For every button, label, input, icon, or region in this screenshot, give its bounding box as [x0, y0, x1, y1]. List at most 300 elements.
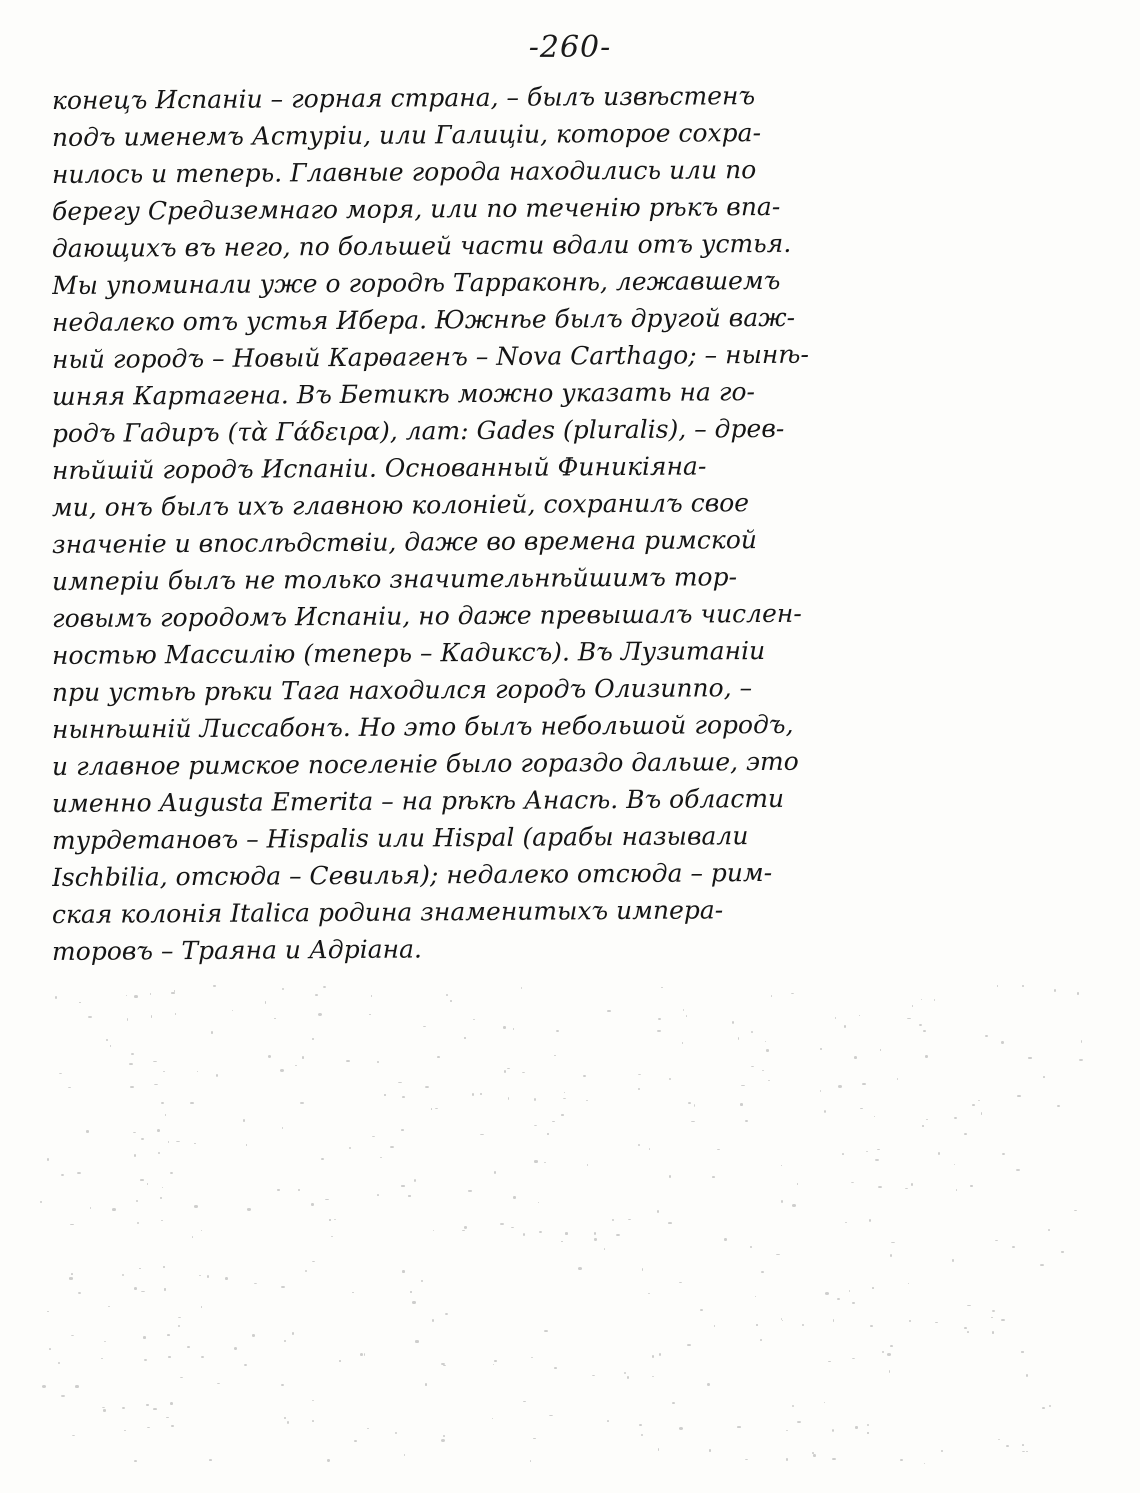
text-line: торовъ – Траяна и Адріана.: [51, 934, 423, 966]
bleed-speck: [140, 1179, 143, 1181]
bleed-speck: [845, 1222, 847, 1223]
bleed-speck: [967, 1331, 970, 1333]
bleed-speck: [964, 1133, 967, 1135]
bleed-speck: [594, 1232, 596, 1235]
bleed-speck: [732, 1021, 734, 1024]
bleed-speck: [108, 1306, 110, 1308]
bleed-speck: [686, 1015, 687, 1017]
bleed-speck: [890, 1254, 892, 1257]
bleed-speck: [190, 1102, 194, 1105]
bleed-speck: [408, 1195, 411, 1196]
bleed-speck: [607, 1420, 609, 1422]
bleed-speck: [556, 1030, 559, 1032]
bleed-speck: [346, 1060, 350, 1062]
text-line: имперіи былъ не только значительнѣйшимъ тор-: [51, 562, 738, 596]
bleed-speck: [158, 1152, 161, 1154]
bleed-speck: [523, 1233, 525, 1236]
bleed-speck: [1054, 989, 1057, 992]
bleed-speck: [724, 1238, 727, 1241]
bleed-speck: [820, 1090, 821, 1092]
bleed-speck: [433, 1230, 434, 1231]
bleed-speck: [908, 1283, 910, 1284]
bleed-speck: [192, 1236, 193, 1238]
bleed-speck: [628, 1219, 631, 1220]
bleed-speck: [534, 1160, 538, 1162]
bleed-speck: [1074, 1210, 1077, 1211]
bleed-speck: [55, 996, 57, 999]
bleed-speck: [473, 1019, 475, 1020]
bleed-speck: [369, 1014, 370, 1015]
bleed-speck: [521, 987, 522, 989]
bleed-speck: [1026, 1374, 1027, 1377]
bleed-speck: [530, 1460, 531, 1462]
bleed-speck: [360, 1353, 363, 1356]
text-line: родъ Гадиръ (τὰ Γάδειρα), лат: Gades (pluralis), – древ-: [51, 413, 785, 448]
bleed-speck: [377, 1061, 379, 1063]
text-line: ный городъ – Новый Карѳагенъ – Nova Carthago; – нынѣ-: [51, 339, 809, 374]
bleed-speck: [102, 1407, 105, 1408]
bleed-speck: [820, 1048, 822, 1049]
bleed-speck: [564, 1092, 565, 1093]
bleed-speck: [234, 1347, 237, 1350]
bleed-speck: [771, 995, 772, 997]
bleed-speck: [312, 1038, 314, 1040]
bleed-speck: [563, 1098, 566, 1099]
bleed-speck: [683, 1009, 684, 1011]
bleed-speck: [1057, 1105, 1060, 1108]
bleed-speck: [1077, 992, 1079, 994]
bleed-speck: [59, 1073, 62, 1074]
bleed-speck: [554, 1055, 555, 1056]
bleed-speck: [450, 1000, 452, 1001]
bleed-speck: [402, 1270, 404, 1273]
bleed-speck: [134, 1154, 137, 1157]
bleed-speck: [877, 1149, 880, 1151]
bleed-speck: [432, 1319, 434, 1322]
bleed-speck: [854, 1056, 857, 1059]
bleed-speck: [395, 1432, 397, 1434]
bleed-speck: [832, 1429, 834, 1432]
bleed-speck: [792, 1405, 794, 1407]
bleed-speck: [103, 1409, 106, 1411]
bleed-speck: [243, 1119, 245, 1122]
bleed-speck: [410, 1291, 411, 1294]
bleed-speck: [494, 1171, 495, 1174]
bleed-speck: [431, 1108, 433, 1109]
bleed-speck: [127, 1018, 128, 1021]
bleed-speck: [160, 1197, 162, 1199]
bleed-speck: [766, 1049, 769, 1051]
bleed-speck: [714, 1325, 715, 1327]
bleed-speck: [1079, 1059, 1083, 1061]
bleed-speck: [1048, 1229, 1050, 1231]
bleed-speck: [832, 1458, 836, 1460]
bleed-speck: [137, 1222, 139, 1224]
bleed-speck: [42, 1385, 46, 1388]
text-line: при устьѣ рѣки Тага находился городъ Олизиппо, –: [51, 673, 753, 707]
bleed-speck: [131, 1053, 134, 1055]
bleed-speck: [265, 1001, 267, 1003]
bleed-speck: [813, 1454, 816, 1457]
bleed-speck: [866, 1151, 869, 1152]
bleed-speck: [513, 1196, 515, 1199]
text-line: недалеко отъ устья Ибера. Южнѣе былъ другой важ-: [51, 302, 796, 337]
bleed-speck: [907, 1018, 911, 1019]
bleed-speck: [305, 1270, 308, 1273]
bleed-speck: [587, 1164, 588, 1166]
bleed-speck: [143, 1336, 146, 1338]
bleed-speck: [122, 1274, 124, 1276]
bleed-speck: [126, 995, 128, 996]
bleed-speck: [180, 1377, 183, 1378]
bleed-speck: [554, 1367, 558, 1369]
bleed-speck: [837, 1298, 840, 1300]
bleed-speck: [421, 1280, 423, 1282]
bleed-speck: [69, 1277, 72, 1279]
bleed-speck: [404, 1454, 405, 1456]
bleed-speck: [919, 1024, 922, 1026]
bleed-speck: [924, 1463, 926, 1464]
bleed-speck: [187, 1346, 191, 1348]
bleed-speck: [851, 1182, 854, 1183]
bleed-speck: [1022, 1451, 1025, 1452]
bleed-speck: [1081, 1040, 1082, 1043]
bleed-speck: [970, 1185, 972, 1188]
bleed-speck: [531, 1357, 533, 1358]
bleed-speck: [992, 1331, 995, 1334]
bleed-speck: [136, 1200, 138, 1202]
bleed-speck: [1049, 1405, 1051, 1407]
bleed-speck: [687, 1344, 691, 1346]
bleed-speck: [401, 1129, 404, 1131]
bleed-speck: [213, 985, 216, 986]
bleed-speck: [171, 992, 175, 993]
bleed-speck: [956, 1189, 957, 1191]
bleed-speck: [61, 1174, 64, 1176]
bleed-speck: [921, 999, 922, 1000]
bleed-speck: [926, 1119, 928, 1120]
bleed-speck: [122, 1407, 124, 1409]
bleed-speck: [372, 1136, 376, 1137]
bleed-speck: [295, 1065, 297, 1067]
bleed-speck: [659, 1353, 661, 1356]
bleed-speck: [765, 1041, 766, 1043]
bleed-speck: [791, 993, 794, 994]
bleed-speck: [480, 1134, 484, 1135]
bleed-speck: [425, 1383, 427, 1385]
bleed-speck: [380, 1157, 383, 1158]
bleed-speck: [534, 1098, 536, 1101]
bleed-speck: [586, 1100, 588, 1101]
bleed-speck: [178, 1325, 180, 1327]
bleed-speck: [168, 1356, 171, 1358]
bleed-speck: [133, 1132, 136, 1133]
bleed-speck: [197, 1071, 198, 1072]
bleed-speck: [890, 1345, 893, 1347]
bleed-speck: [523, 1401, 526, 1403]
bleed-speck: [998, 1439, 1000, 1440]
bleed-speck: [978, 1100, 981, 1101]
bleed-speck: [390, 1146, 394, 1148]
bleed-speck: [855, 1426, 857, 1428]
bleed-speck: [166, 1417, 169, 1419]
bleed-speck: [992, 1310, 995, 1312]
bleed-speck: [508, 1097, 510, 1100]
bleed-speck: [997, 985, 998, 986]
text-line: ми, онъ былъ ихъ главною колоніей, сохранилъ свое: [51, 488, 750, 522]
bleed-speck: [592, 1375, 595, 1376]
bleed-speck: [828, 1361, 831, 1363]
bleed-speck: [402, 1096, 405, 1098]
bleed-speck: [141, 1138, 145, 1141]
bleed-speck: [246, 1144, 248, 1146]
bleed-speck: [688, 1102, 691, 1104]
bleed-speck: [86, 1130, 89, 1133]
bleed-speck: [312, 1400, 314, 1401]
bleed-speck: [547, 1133, 549, 1134]
bleed-speck: [648, 1293, 650, 1294]
bleed-speck: [824, 1110, 826, 1113]
bleed-speck: [522, 1072, 525, 1073]
bleed-speck: [425, 1086, 429, 1088]
bleed-speck: [71, 1335, 75, 1336]
bleed-speck: [672, 1402, 675, 1404]
text-line: нѣйшій городъ Испаніи. Основанный Финикіяна-: [51, 451, 707, 485]
bleed-speck: [561, 1114, 564, 1115]
text-line: ностью Массилію (теперь – Кадиксъ). Въ Лузитаніи: [51, 636, 766, 670]
bleed-speck: [252, 1334, 255, 1336]
bleed-speck: [150, 993, 152, 996]
bleed-speck: [298, 1189, 300, 1191]
bleed-speck: [849, 1290, 850, 1292]
bleed-speck: [157, 1129, 160, 1132]
bleed-speck: [1043, 1076, 1044, 1078]
bleed-speck: [464, 1226, 468, 1229]
bleed-speck: [268, 1055, 271, 1058]
bleed-speck: [75, 1385, 78, 1388]
bleed-speck: [170, 1172, 173, 1174]
bleed-speck: [859, 1015, 861, 1016]
bleed-speck: [1022, 985, 1023, 987]
bleed-speck: [874, 1116, 875, 1118]
bleed-speck: [954, 1117, 957, 1120]
bleed-speck: [171, 1425, 174, 1428]
bleed-speck: [130, 1086, 133, 1088]
bleed-speck: [104, 1341, 106, 1342]
text-line: Ischbilia, отсюда – Севилья); недалеко отсюда – рим-: [51, 857, 773, 892]
bleed-speck: [594, 1238, 597, 1240]
bleed-speck: [415, 1340, 419, 1342]
bleed-speck: [141, 1291, 145, 1292]
bleed-speck: [139, 1268, 140, 1269]
bleed-speck: [377, 1194, 379, 1196]
bleed-speck: [995, 1240, 998, 1241]
bleed-speck: [144, 1359, 147, 1361]
bleed-speck: [682, 1042, 684, 1044]
bleed-speck: [657, 1210, 659, 1213]
bleed-speck: [981, 1112, 982, 1115]
bleed-speck: [284, 1417, 286, 1420]
bleed-speck: [661, 987, 663, 989]
bleed-speck: [90, 1207, 92, 1210]
bleed-speck: [717, 1149, 720, 1150]
bleed-speck: [446, 994, 448, 996]
bleed-speck: [164, 1288, 165, 1290]
bleed-speck: [349, 1147, 352, 1150]
bleed-speck: [414, 1179, 416, 1182]
bleed-speck: [1001, 1319, 1005, 1321]
bleed-speck: [124, 1430, 126, 1432]
bleed-speck: [534, 1125, 537, 1126]
bleed-speck: [751, 1031, 753, 1033]
text-line: значеніе и впослѣдствіи, даже во времена римской: [51, 525, 758, 559]
bleed-speck: [207, 1275, 209, 1278]
bleed-speck: [101, 1358, 103, 1359]
bleed-speck: [781, 1165, 782, 1167]
bleed-speck: [40, 1201, 42, 1203]
bleed-speck: [161, 1220, 163, 1221]
bleed-speck: [935, 1322, 937, 1323]
bleed-speck: [776, 1254, 780, 1256]
bleed-speck: [292, 1332, 294, 1335]
bleed-speck: [71, 1273, 73, 1275]
bleed-speck: [507, 1068, 510, 1070]
bleed-speck: [583, 1075, 585, 1077]
text-line: говымъ городомъ Испаніи, но даже превышалъ числен-: [51, 598, 802, 633]
bleed-speck: [900, 1459, 902, 1461]
bleed-speck: [954, 1164, 955, 1165]
bleed-speck: [544, 1330, 548, 1332]
bleed-speck: [740, 1103, 743, 1105]
bleed-speck: [174, 990, 176, 992]
bleed-speck: [544, 1162, 547, 1163]
bleed-speck: [768, 1080, 770, 1081]
bleed-speck: [1022, 1444, 1024, 1446]
bleed-speck: [786, 1458, 787, 1461]
bleed-speck: [334, 1219, 336, 1220]
bleed-speck: [952, 1259, 953, 1262]
bleed-speck: [872, 1287, 873, 1289]
text-line: дающихъ въ него, по большей части вдали отъ устья.: [51, 228, 792, 263]
bleed-speck: [300, 1102, 304, 1104]
bleed-speck: [167, 1334, 171, 1336]
bleed-speck: [331, 1236, 333, 1237]
bleed-speck: [1040, 1264, 1044, 1266]
bleed-speck: [852, 1358, 855, 1359]
bleed-speck: [201, 1306, 202, 1308]
bleed-speck: [844, 1025, 846, 1027]
bleed-speck: [639, 1424, 643, 1427]
bleed-speck: [842, 1153, 845, 1155]
bleed-speck: [925, 1055, 928, 1058]
bleed-speck: [612, 1219, 614, 1221]
bleed-speck: [281, 1384, 284, 1387]
bleed-speck: [905, 1188, 909, 1190]
bleed-speck: [869, 1219, 871, 1222]
bleed-speck: [657, 1030, 661, 1032]
bleed-speck: [1026, 1451, 1028, 1452]
bleed-speck: [47, 1311, 49, 1312]
bleed-speck: [909, 1320, 911, 1322]
bleed-speck: [134, 995, 138, 998]
bleed-speck: [274, 1018, 275, 1020]
bleed-speck: [175, 1013, 177, 1015]
text-line: нилось и теперь. Главные города находились или по: [51, 155, 757, 189]
bleed-speck: [964, 1327, 967, 1329]
bleed-speck: [244, 1364, 247, 1366]
bleed-speck: [802, 1324, 804, 1327]
bleed-speck: [889, 1370, 890, 1373]
bleed-speck: [49, 1348, 51, 1350]
bleed-speck: [146, 1404, 149, 1405]
text-line: шняя Картагена. Въ Бетикѣ можно указать на го-: [51, 377, 755, 411]
bleed-speck: [737, 1426, 740, 1428]
bleed-speck: [311, 1203, 313, 1205]
bleed-speck: [88, 1016, 92, 1018]
bleed-speck: [934, 999, 935, 1001]
bleed-speck: [503, 1026, 505, 1029]
bleed-speck: [472, 1093, 474, 1095]
bleed-speck: [163, 1071, 165, 1072]
bleed-speck: [1042, 1407, 1045, 1409]
bleed-speck: [398, 1082, 402, 1083]
bleed-speck: [178, 1317, 181, 1318]
bleed-speck: [750, 1246, 752, 1248]
bleed-speck: [852, 1302, 855, 1303]
bleed-speck: [1001, 1041, 1003, 1044]
bleed-speck: [464, 1037, 467, 1038]
bleed-speck: [352, 1292, 354, 1294]
text-line: ская колонія Italica родина знаменитыхъ импера-: [51, 895, 724, 929]
bleed-speck: [781, 1200, 783, 1203]
bleed-speck: [649, 1148, 650, 1150]
bleed-speck: [870, 1325, 874, 1327]
bleed-speck: [751, 1066, 754, 1067]
bleed-speck: [153, 1408, 157, 1410]
bleed-speck: [679, 1427, 683, 1430]
bleed-speck: [652, 1355, 655, 1358]
bleed-speck: [638, 1088, 640, 1090]
bleed-speck: [658, 1018, 661, 1020]
bleed-speck: [247, 1208, 251, 1210]
bleed-speck: [68, 1087, 71, 1088]
bleed-speck: [638, 1074, 642, 1075]
bleed-speck: [604, 1248, 605, 1250]
bleed-speck: [824, 1402, 825, 1403]
bleed-speck: [504, 1070, 506, 1073]
bleed-speck: [367, 1428, 369, 1429]
bleed-speck: [147, 1183, 148, 1185]
bleed-speck: [741, 1085, 745, 1086]
bleed-speck: [694, 1104, 695, 1107]
bleed-speck: [412, 1301, 415, 1304]
bleed-speck: [539, 1231, 542, 1234]
bleed-speck: [941, 1450, 943, 1453]
bleed-speck: [880, 1049, 881, 1050]
bleed-speck: [641, 1434, 643, 1437]
handwritten-text-block: [52, 82, 1092, 970]
bleed-speck: [669, 1078, 671, 1080]
bleed-speck: [435, 1108, 438, 1109]
bleed-speck: [679, 1282, 682, 1283]
bleed-speck: [658, 1448, 659, 1450]
bleed-speck: [462, 1230, 464, 1232]
bleed-speck: [867, 1432, 868, 1433]
bleed-speck: [315, 994, 318, 996]
bleed-speck: [70, 1224, 73, 1226]
bleed-speck: [797, 1421, 801, 1423]
bleed-speck: [792, 1204, 796, 1207]
